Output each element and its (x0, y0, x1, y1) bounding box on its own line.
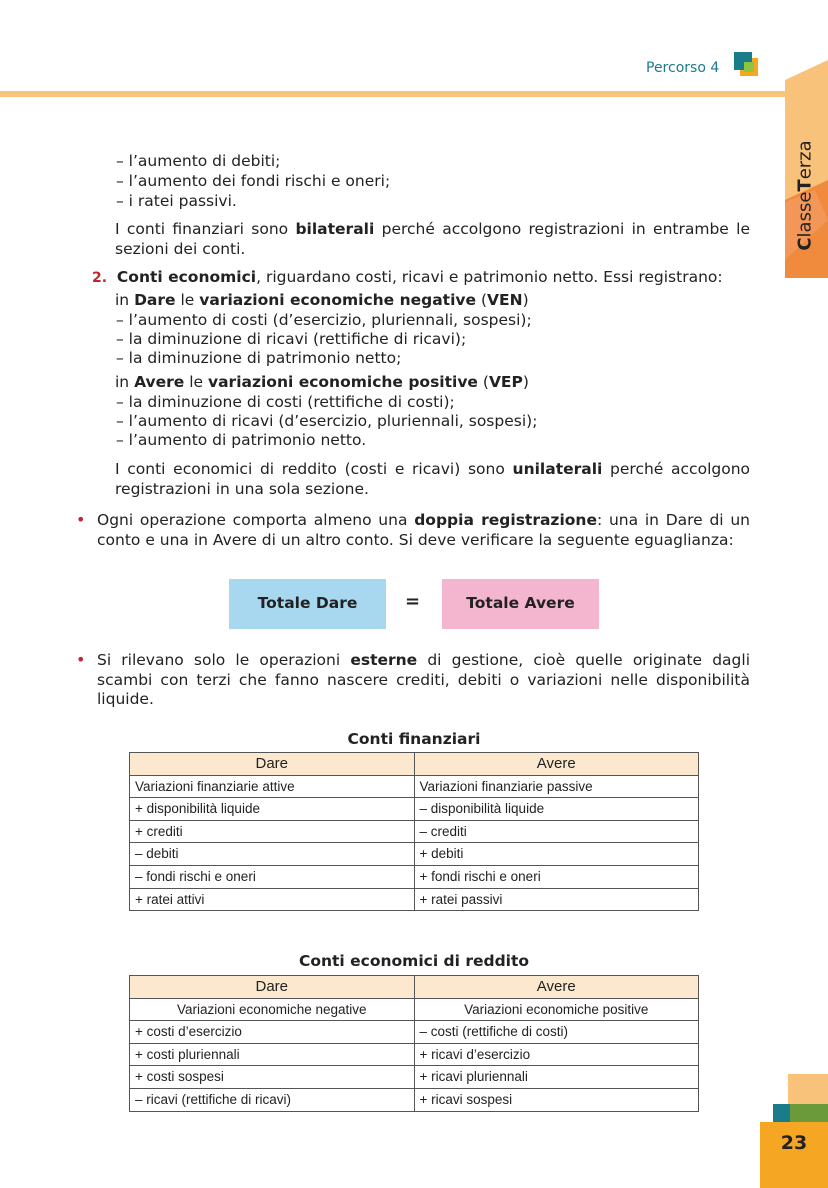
table-cell: + debiti (414, 843, 699, 866)
column-header: Avere (414, 753, 699, 776)
chapter-label: Percorso 4 (646, 60, 720, 76)
table-cell: – disponibilità liquide (414, 798, 699, 821)
table-cell: + ricavi pluriennali (414, 1066, 699, 1089)
table-row (130, 1088, 699, 1111)
table-cell: Variazioni economiche negative (130, 998, 415, 1021)
table-cell: – costi (rettifiche di costi) (414, 1021, 699, 1044)
list-item: – l’aumento di debiti; (116, 152, 281, 170)
table-cell: – fondi rischi e oneri (130, 865, 415, 888)
avere-heading: in Avere le variazioni economiche positive (VEP) (115, 373, 529, 391)
table-row (130, 775, 699, 798)
list-item: – l’aumento di patrimonio netto. (116, 431, 367, 449)
paragraph-doppia-registrazione: Ogni operazione comporta almeno una doppia registrazione: una in Dare di un conto e una in Avere di un altro conto. Si deve verificare la seguente eguaglianza: (97, 511, 751, 549)
bullet-icon: • (76, 650, 86, 669)
table-cell: – crediti (414, 820, 699, 843)
paragraph-bilaterali: I conti finanziari sono bilaterali perché accolgono registrazioni in entrambe le sezioni dei conti. (115, 220, 750, 258)
table-row (130, 820, 699, 843)
table-cell: + ricavi sospesi (414, 1088, 699, 1111)
chapter-logo-icon (734, 52, 758, 76)
dare-heading: in Dare le variazioni economiche negative (VEN) (115, 291, 529, 309)
conti-finanziari-table (129, 752, 699, 911)
footer-decoration (770, 1074, 828, 1124)
table-cell: + ratei passivi (414, 888, 699, 911)
paragraph-unilaterali: I conti economici di reddito (costi e ricavi) sono unilaterali perché accolgono registrazioni in una sola sezione. (115, 460, 751, 498)
table-row (130, 1021, 699, 1044)
table-title: Conti economici di reddito (298, 952, 530, 970)
list-item: – i ratei passivi. (116, 192, 237, 210)
header-rule (0, 91, 790, 97)
table-row (130, 1043, 699, 1066)
table-cell: + costi pluriennali (130, 1043, 415, 1066)
totale-avere-box: Totale Avere (442, 579, 599, 629)
table-row (130, 888, 699, 911)
list-item: – l’aumento di ricavi (d’esercizio, pluriennali, sospesi); (116, 412, 538, 430)
table-cell: + ratei attivi (130, 888, 415, 911)
table-cell: + ricavi d’esercizio (414, 1043, 699, 1066)
list-item: – la diminuzione di ricavi (rettifiche di ricavi); (116, 330, 467, 348)
list-item: – l’aumento di costi (d’esercizio, pluriennali, sospesi); (116, 311, 532, 329)
column-header: Dare (130, 753, 415, 776)
table-cell: Variazioni finanziarie passive (414, 775, 699, 798)
side-tab-label: ClasseTerza (794, 139, 816, 251)
list-item: – l’aumento dei fondi rischi e oneri; (116, 172, 391, 190)
bullet-icon: • (76, 510, 86, 529)
table-cell: + crediti (130, 820, 415, 843)
conti-economici-table (129, 975, 699, 1112)
table-cell: + costi d’esercizio (130, 1021, 415, 1044)
section-heading: 2. Conti economici, riguardano costi, ricavi e patrimonio netto. Essi registrano: (92, 268, 723, 286)
equals-sign: = (405, 591, 421, 612)
table-cell: – debiti (130, 843, 415, 866)
table-row (130, 798, 699, 821)
list-item: – la diminuzione di costi (rettifiche di costi); (116, 393, 455, 411)
totale-dare-box: Totale Dare (229, 579, 386, 629)
table-row (130, 865, 699, 888)
column-header: Dare (130, 976, 415, 999)
table-row (130, 998, 699, 1021)
table-cell: Variazioni economiche positive (414, 998, 699, 1021)
table-cell: – ricavi (rettifiche di ricavi) (130, 1088, 415, 1111)
table-row (130, 1066, 699, 1089)
table-cell: + fondi rischi e oneri (414, 865, 699, 888)
paragraph-operazioni-esterne: Si rilevano solo le operazioni esterne di gestione, cioè quelle originate dagli scambi con terzi che fanno nascere crediti, debiti o variazioni nelle disponibilità liquide. (97, 651, 750, 708)
page-number: 23 (760, 1122, 828, 1188)
column-header: Avere (414, 976, 699, 999)
table-cell: + disponibilità liquide (130, 798, 415, 821)
table-cell: Variazioni finanziarie attive (130, 775, 415, 798)
table-cell: + costi sospesi (130, 1066, 415, 1089)
table-title: Conti finanziari (347, 730, 481, 748)
list-item: – la diminuzione di patrimonio netto; (116, 349, 402, 367)
table-row (130, 843, 699, 866)
